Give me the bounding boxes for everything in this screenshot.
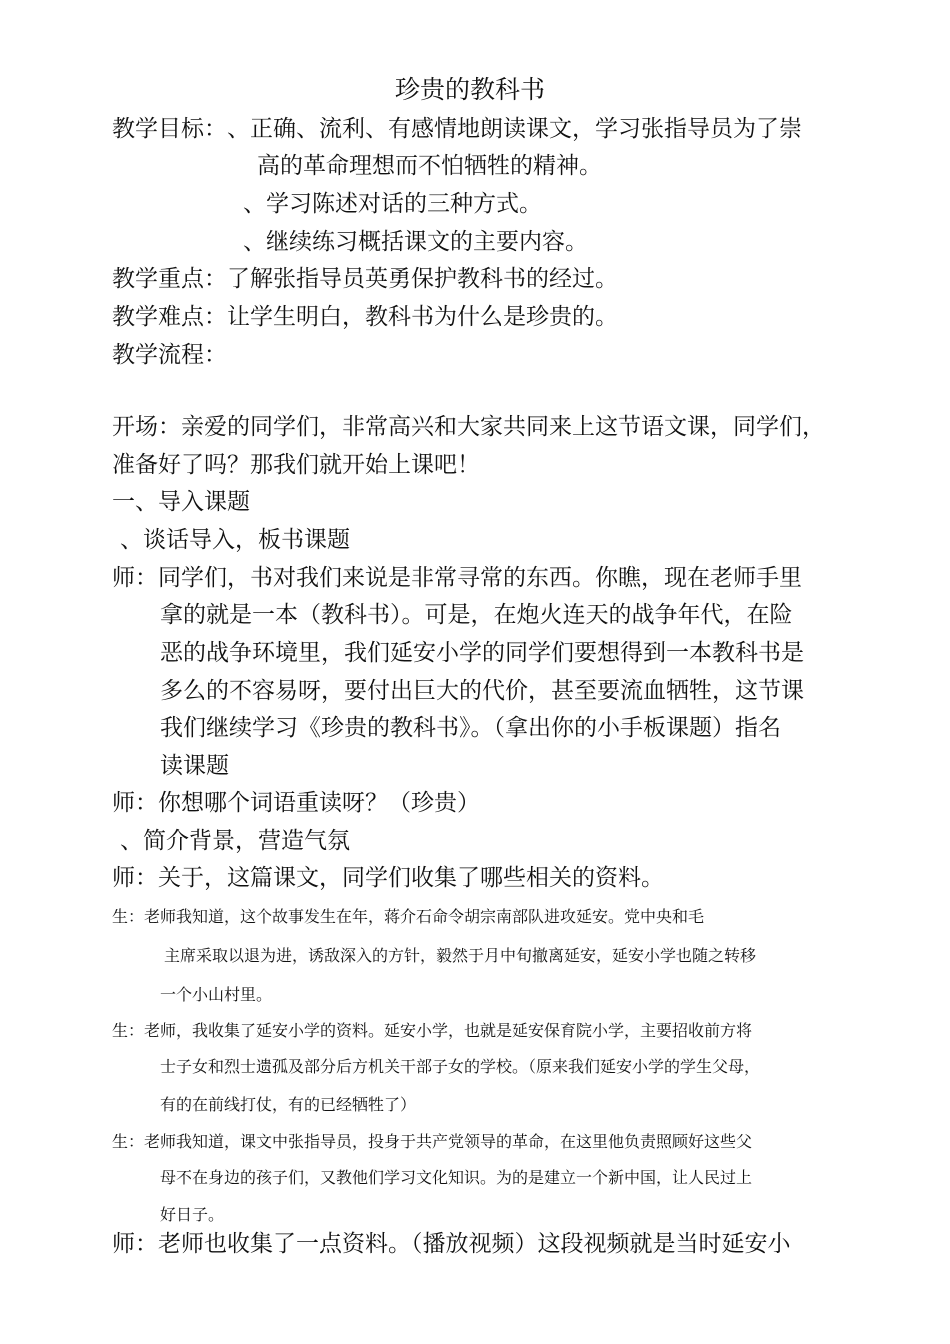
objective-1-line-1: 、正确、流利、有感情地朗读课文，学习张指导员为了崇: [227, 116, 802, 142]
teacher-line: 师：同学们，书对我们来说是非常寻常的东西。你瞧，现在老师手里: [112, 565, 802, 591]
objective-1-line-2: 高的革命理想而不怕牺牲的精神。: [257, 153, 602, 179]
section-heading: 一、导入课题: [112, 489, 250, 515]
student-answer-2-line: 有的在前线打仗，有的已经牺牲了）: [160, 1095, 417, 1114]
student-answer-2-line: 士子女和烈士遗孤及部分后方机关干部子女的学校。（原来我们延安小学的学生父母，: [160, 1057, 761, 1076]
process-label: 教学流程：: [112, 342, 227, 368]
teacher-line: 恶的战争环境里，我们延安小学的同学们要想得到一本教科书是: [160, 640, 804, 666]
teacher-video-line: 师：老师也收集了一点资料。（播放视频）这段视频就是当时延安小: [112, 1231, 791, 1257]
teacher-question: 师：你想哪个词语重读呀？（珍贵）: [112, 790, 480, 816]
teacher-line: 多么的不容易呀，要付出巨大的代价，甚至要流血牺牲，这节课: [160, 678, 804, 704]
teacher-line: 我们继续学习《珍贵的教科书》。（拿出你的小手板课题）指名: [160, 715, 781, 741]
subsection-1-heading: 、谈话导入，板书课题: [120, 527, 350, 553]
student-answer-3-line: 生：老师我知道，课文中张指导员，投身于共产党领导的革命，在这里他负责照顾好这些父: [112, 1132, 753, 1151]
subsection-2-heading: 、简介背景，营造气氛: [120, 828, 350, 854]
student-answer-3-line: 母不在身边的孩子们，又教他们学习文化知识。为的是建立一个新中国，让人民过上: [160, 1168, 753, 1187]
student-answer-3-line: 好日子。: [160, 1205, 225, 1224]
objective-3: 、继续练习概括课文的主要内容。: [243, 229, 588, 255]
student-answer-2-line: 生：老师，我收集了延安小学的资料。延安小学，也就是延安保育院小学，主要招收前方将: [112, 1021, 753, 1040]
document-title: 珍贵的教科书: [395, 75, 546, 104]
key-point: 教学重点：了解张指导员英勇保护教科书的经过。: [112, 266, 618, 292]
teacher-line: 读课题: [160, 753, 229, 779]
opening-line-1: 开场：亲爱的同学们，非常高兴和大家共同来上这节语文课，同学们，: [112, 414, 825, 440]
opening-line-2: 准备好了吗？那我们就开始上课吧！: [112, 452, 480, 478]
student-answer-1-line: 一个小山村里。: [160, 985, 273, 1004]
objective-2: 、学习陈述对话的三种方式。: [243, 191, 542, 217]
student-answer-1-line: 主席采取以退为进，诱敌深入的方针，毅然于月中旬撤离延安，延安小学也随之转移: [164, 946, 757, 965]
teacher-prompt: 师：关于，这篇课文，同学们收集了哪些相关的资料。: [112, 865, 664, 891]
student-answer-1-line: 生：老师我知道，这个故事发生在年，蒋介石命令胡宗南部队进攻延安。党中央和毛: [112, 907, 705, 926]
teacher-line: 拿的就是一本（教科书）。可是，在炮火连天的战争年代，在险: [160, 602, 793, 628]
objectives-label: 教学目标：: [112, 116, 227, 142]
difficulty: 教学难点：让学生明白，教科书为什么是珍贵的。: [112, 304, 618, 330]
